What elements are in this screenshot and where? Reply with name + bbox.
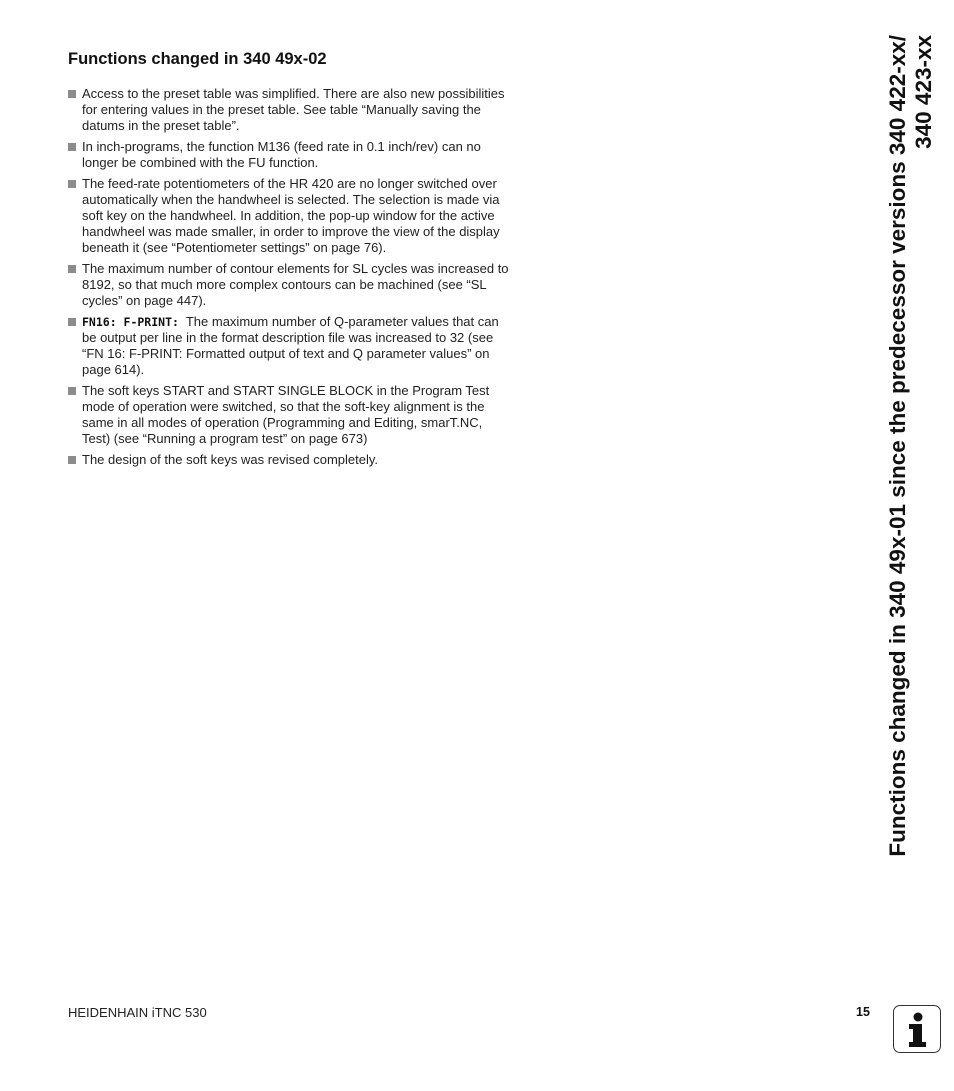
section-heading: Functions changed in 340 49x-02 [68,50,327,68]
side-title-line-2: 340 423-xx [911,35,936,149]
item-text: The soft keys START and START SINGLE BLOCK in the Program Test mode of operation were switched, so that the soft-key alignment is the same in all modes of operation (Programming and Editing, smarT.NC, Test) (see “Running a program test” on page 673) [82,383,490,446]
item-text: The feed-rate potentiometers of the HR 420 are no longer switched over automatically when the handwheel is selected. The selection is made via soft key on the handwheel. In addition, the pop-up window for the active handwheel was made smaller, in order to improve the view of the display beneath it (see “Potentiometer settings” on page 76). [82,176,500,255]
list-item [68,383,512,447]
footer-manual-name: HEIDENHAIN iTNC 530 [68,1005,207,1020]
code-prefix: FN16: F-PRINT: [82,315,186,329]
bullet-square-icon [68,387,76,395]
info-icon [893,1005,941,1053]
bullet-square-icon [68,318,76,326]
list-item [68,261,512,309]
item-text: The maximum number of contour elements for SL cycles was increased to 8192, so that much more complex contours can be machined (see “SL cycles” on page 447). [82,261,509,308]
item-text: The design of the soft keys was revised completely. [82,452,379,467]
item-text: In inch-programs, the function M136 (feed rate in 0.1 inch/rev) can no longer be combined with the FU function. [82,139,481,170]
bullet-square-icon [68,90,76,98]
bullet-square-icon [68,143,76,151]
list-item [68,452,512,468]
list-item [68,314,512,378]
chapter-side-title [885,35,937,975]
bullet-list [68,86,512,473]
info-icon-glyph [894,1006,939,1051]
item-text: The maximum number of Q-parameter values that can be output per line in the format description file was increased to 32 (see “FN 16: F-PRINT: Formatted output of text and Q parameter values” on page 614). [82,314,499,377]
bullet-square-icon [68,456,76,464]
bullet-square-icon [68,180,76,188]
page-number: 15 [856,1005,870,1019]
list-item [68,176,512,256]
list-item [68,139,512,171]
side-title-line-1: Functions changed in 340 49x-01 since the predecessor versions 340 422-xx/ [885,35,910,857]
list-item [68,86,512,134]
bullet-square-icon [68,265,76,273]
item-text: Access to the preset table was simplified. There are also new possibilities for entering values in the preset table. See table “Manually saving the datums in the preset table”. [82,86,505,133]
